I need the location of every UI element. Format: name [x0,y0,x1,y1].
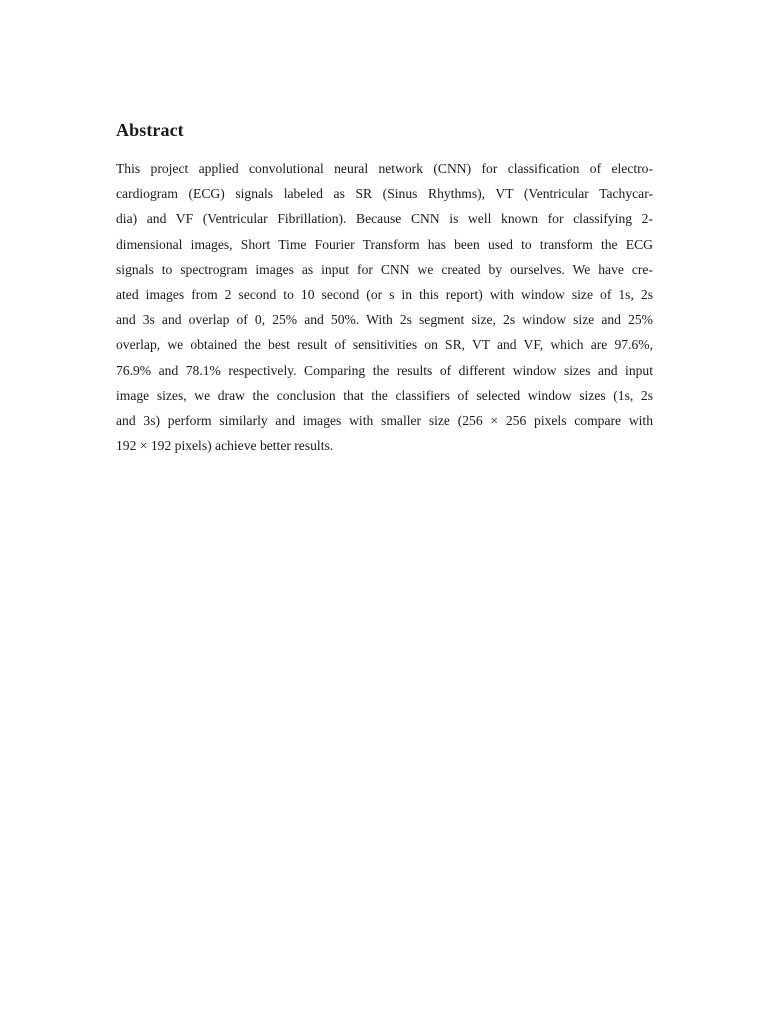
abstract-line: dia) and VF (Ventricular Fibrillation). Because CNN is well known for classifying 2- [116,211,653,227]
abstract-paragraph [116,156,653,458]
abstract-line: signals to spectrogram images as input for CNN we created by ourselves. We have cre- [116,261,653,277]
abstract-line: and 3s) perform similarly and images with smaller size (256 × 256 pixels compare with [116,412,653,428]
abstract-line: 76.9% and 78.1% respectively. Comparing the results of different window sizes and input [116,362,653,378]
abstract-line: This project applied convolutional neural network (CNN) for classification of electro- [116,161,653,176]
abstract-line: ated images from 2 second to 10 second (or s in this report) with window size of 1s, 2s [116,286,653,302]
abstract-line: 192 × 192 pixels) achieve better results. [116,438,334,454]
abstract-line: dimensional images, Short Time Fourier Transform has been used to transform the ECG [116,236,653,252]
abstract-line: image sizes, we draw the conclusion that the classifiers of selected window sizes (1s, 2s [116,387,653,403]
abstract-line: cardiogram (ECG) signals labeled as SR (Sinus Rhythms), VT (Ventricular Tachycar- [116,186,653,202]
abstract-line: overlap, we obtained the best result of sensitivities on SR, VT and VF, which are 97.6%, [116,337,653,353]
abstract-heading: Abstract [116,120,184,140]
abstract-line: and 3s and overlap of 0, 25% and 50%. With 2s segment size, 2s window size and 25% [116,312,653,328]
